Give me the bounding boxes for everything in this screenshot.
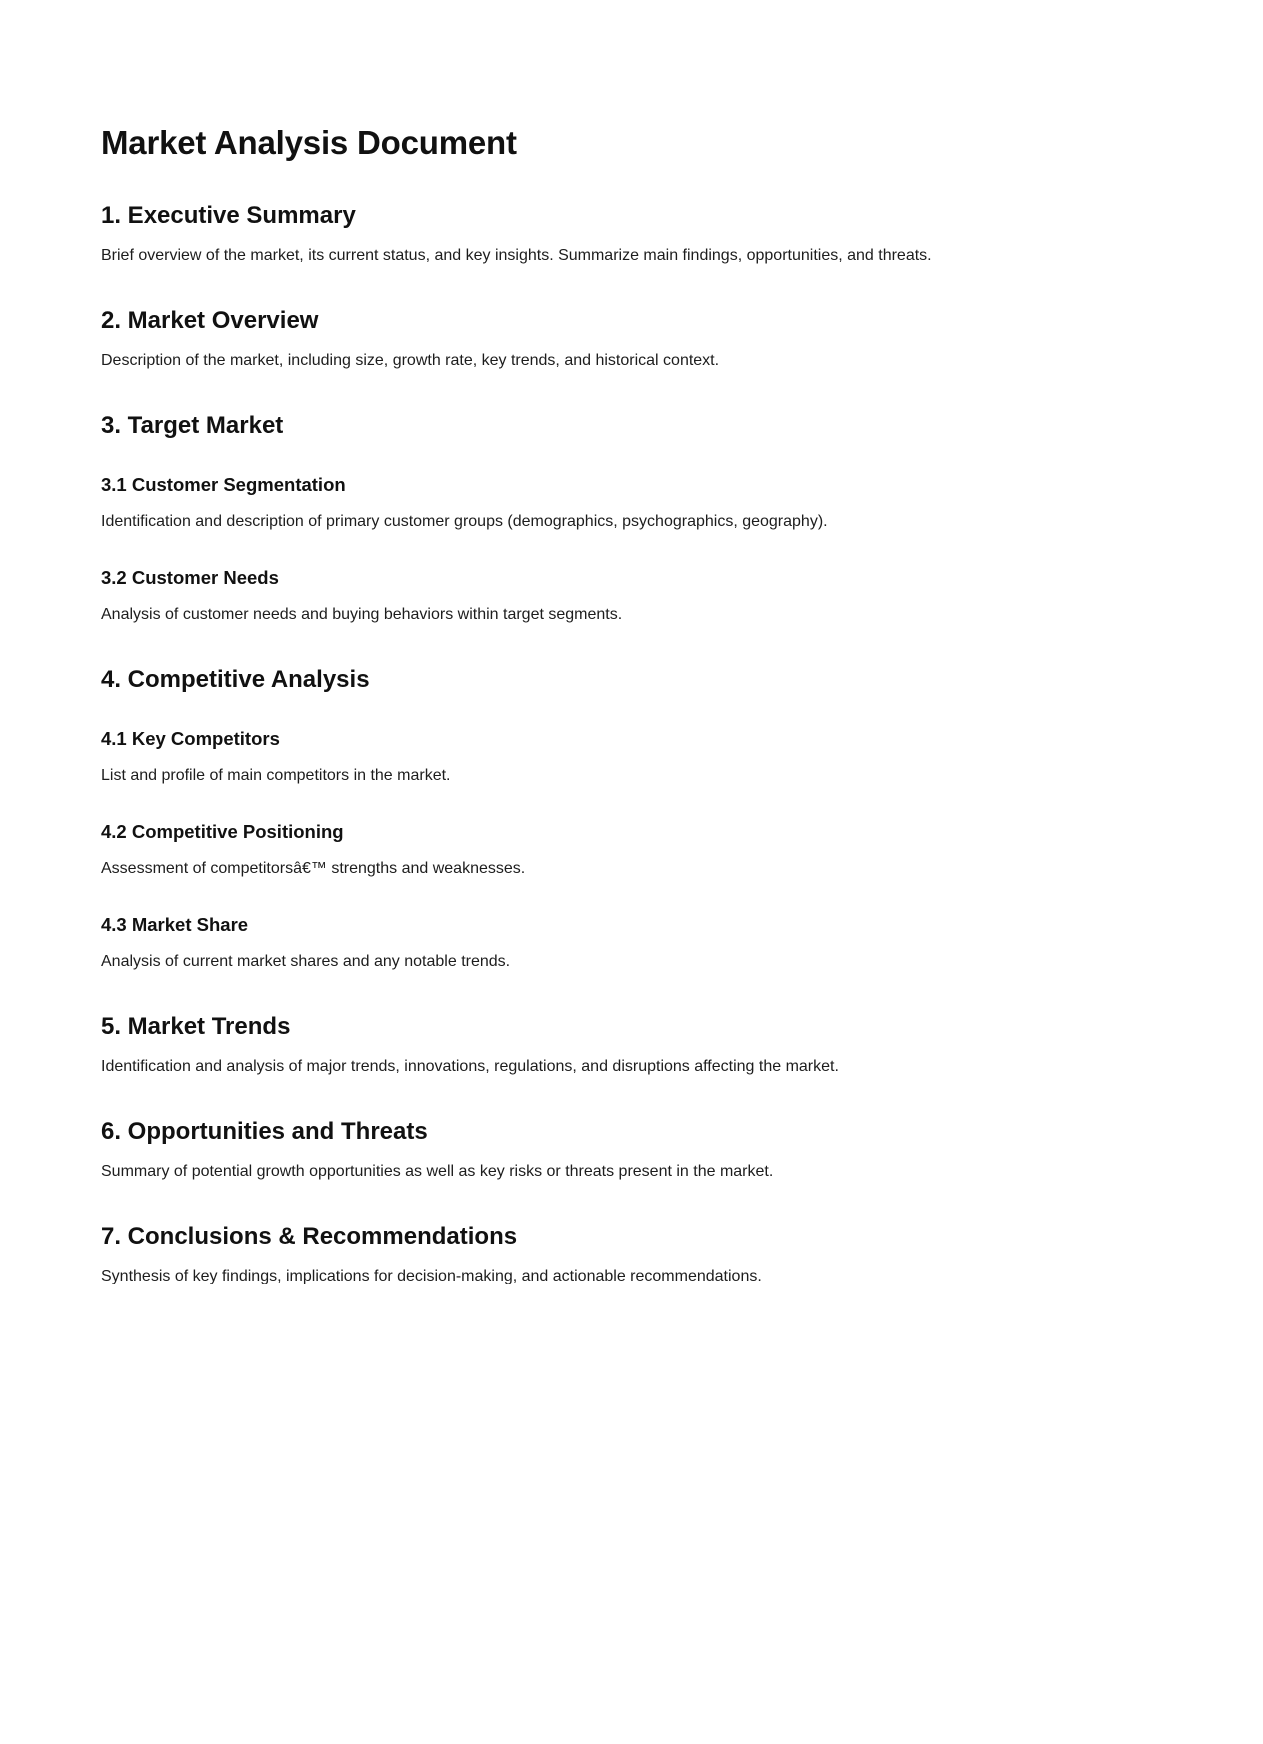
section-paragraph-market-trends: Identification and analysis of major trends, innovations, regulations, and disruptions affecting the market. — [101, 1057, 839, 1075]
section-heading-target-market: 3. Target Market — [101, 411, 284, 439]
subsection-paragraph-market-share: Analysis of current market shares and any notable trends. — [101, 952, 511, 970]
section-paragraph-conclusions-recommendations: Synthesis of key findings, implications for decision-making, and actionable recommendations. — [101, 1267, 762, 1284]
subsection-heading-customer-segmentation: 3.1 Customer Segmentation — [101, 473, 346, 495]
subsection-customer-segmentation — [101, 474, 1163, 533]
section-heading-executive-summary: 1. Executive Summary — [101, 201, 356, 229]
section-paragraph-market-overview: Description of the market, including size, growth rate, key trends, and historical context. — [101, 351, 720, 369]
subsection-heading-market-share: 4.3 Market Share — [101, 913, 249, 935]
section-conclusions-recommendations — [101, 1223, 1163, 1284]
subsection-paragraph-customer-segmentation: Identification and description of primary customer groups (demographics, psychographics, geography). — [101, 512, 828, 530]
subsection-competitive-positioning — [101, 821, 1163, 880]
section-paragraph-opportunities-threats: Summary of potential growth opportunities as well as key risks or threats present in the market. — [101, 1162, 774, 1180]
subsection-paragraph-competitive-positioning: Assessment of competitorsâ€™ strengths and weaknesses. — [101, 859, 526, 877]
section-heading-market-overview: 2. Market Overview — [101, 306, 319, 334]
section-target-market — [101, 412, 1163, 626]
subsection-heading-key-competitors: 4.1 Key Competitors — [101, 727, 280, 749]
section-heading-opportunities-threats: 6. Opportunities and Threats — [101, 1117, 428, 1145]
section-market-overview — [101, 307, 1163, 372]
section-heading-market-trends: 5. Market Trends — [101, 1012, 291, 1040]
subsection-paragraph-key-competitors: List and profile of main competitors in the market. — [101, 767, 451, 784]
section-executive-summary — [101, 202, 1163, 267]
subsection-heading-customer-needs: 3.2 Customer Needs — [101, 566, 279, 588]
subsection-customer-needs — [101, 567, 1163, 626]
section-opportunities-threats — [101, 1118, 1163, 1183]
section-market-trends — [101, 1013, 1163, 1078]
subsection-heading-competitive-positioning: 4.2 Competitive Positioning — [101, 820, 344, 842]
subsection-key-competitors — [101, 728, 1163, 787]
subsection-market-share — [101, 914, 1163, 973]
section-competitive-analysis — [101, 666, 1163, 973]
section-heading-conclusions-recommendations: 7. Conclusions & Recommendations — [101, 1222, 518, 1250]
document-title: Market Analysis Document — [101, 124, 517, 161]
section-paragraph-executive-summary: Brief overview of the market, its current status, and key insights. Summarize main findings, opportunities, and threats. — [101, 247, 932, 265]
section-heading-competitive-analysis: 4. Competitive Analysis — [101, 665, 370, 693]
subsection-paragraph-customer-needs: Analysis of customer needs and buying behaviors within target segments. — [101, 605, 623, 623]
